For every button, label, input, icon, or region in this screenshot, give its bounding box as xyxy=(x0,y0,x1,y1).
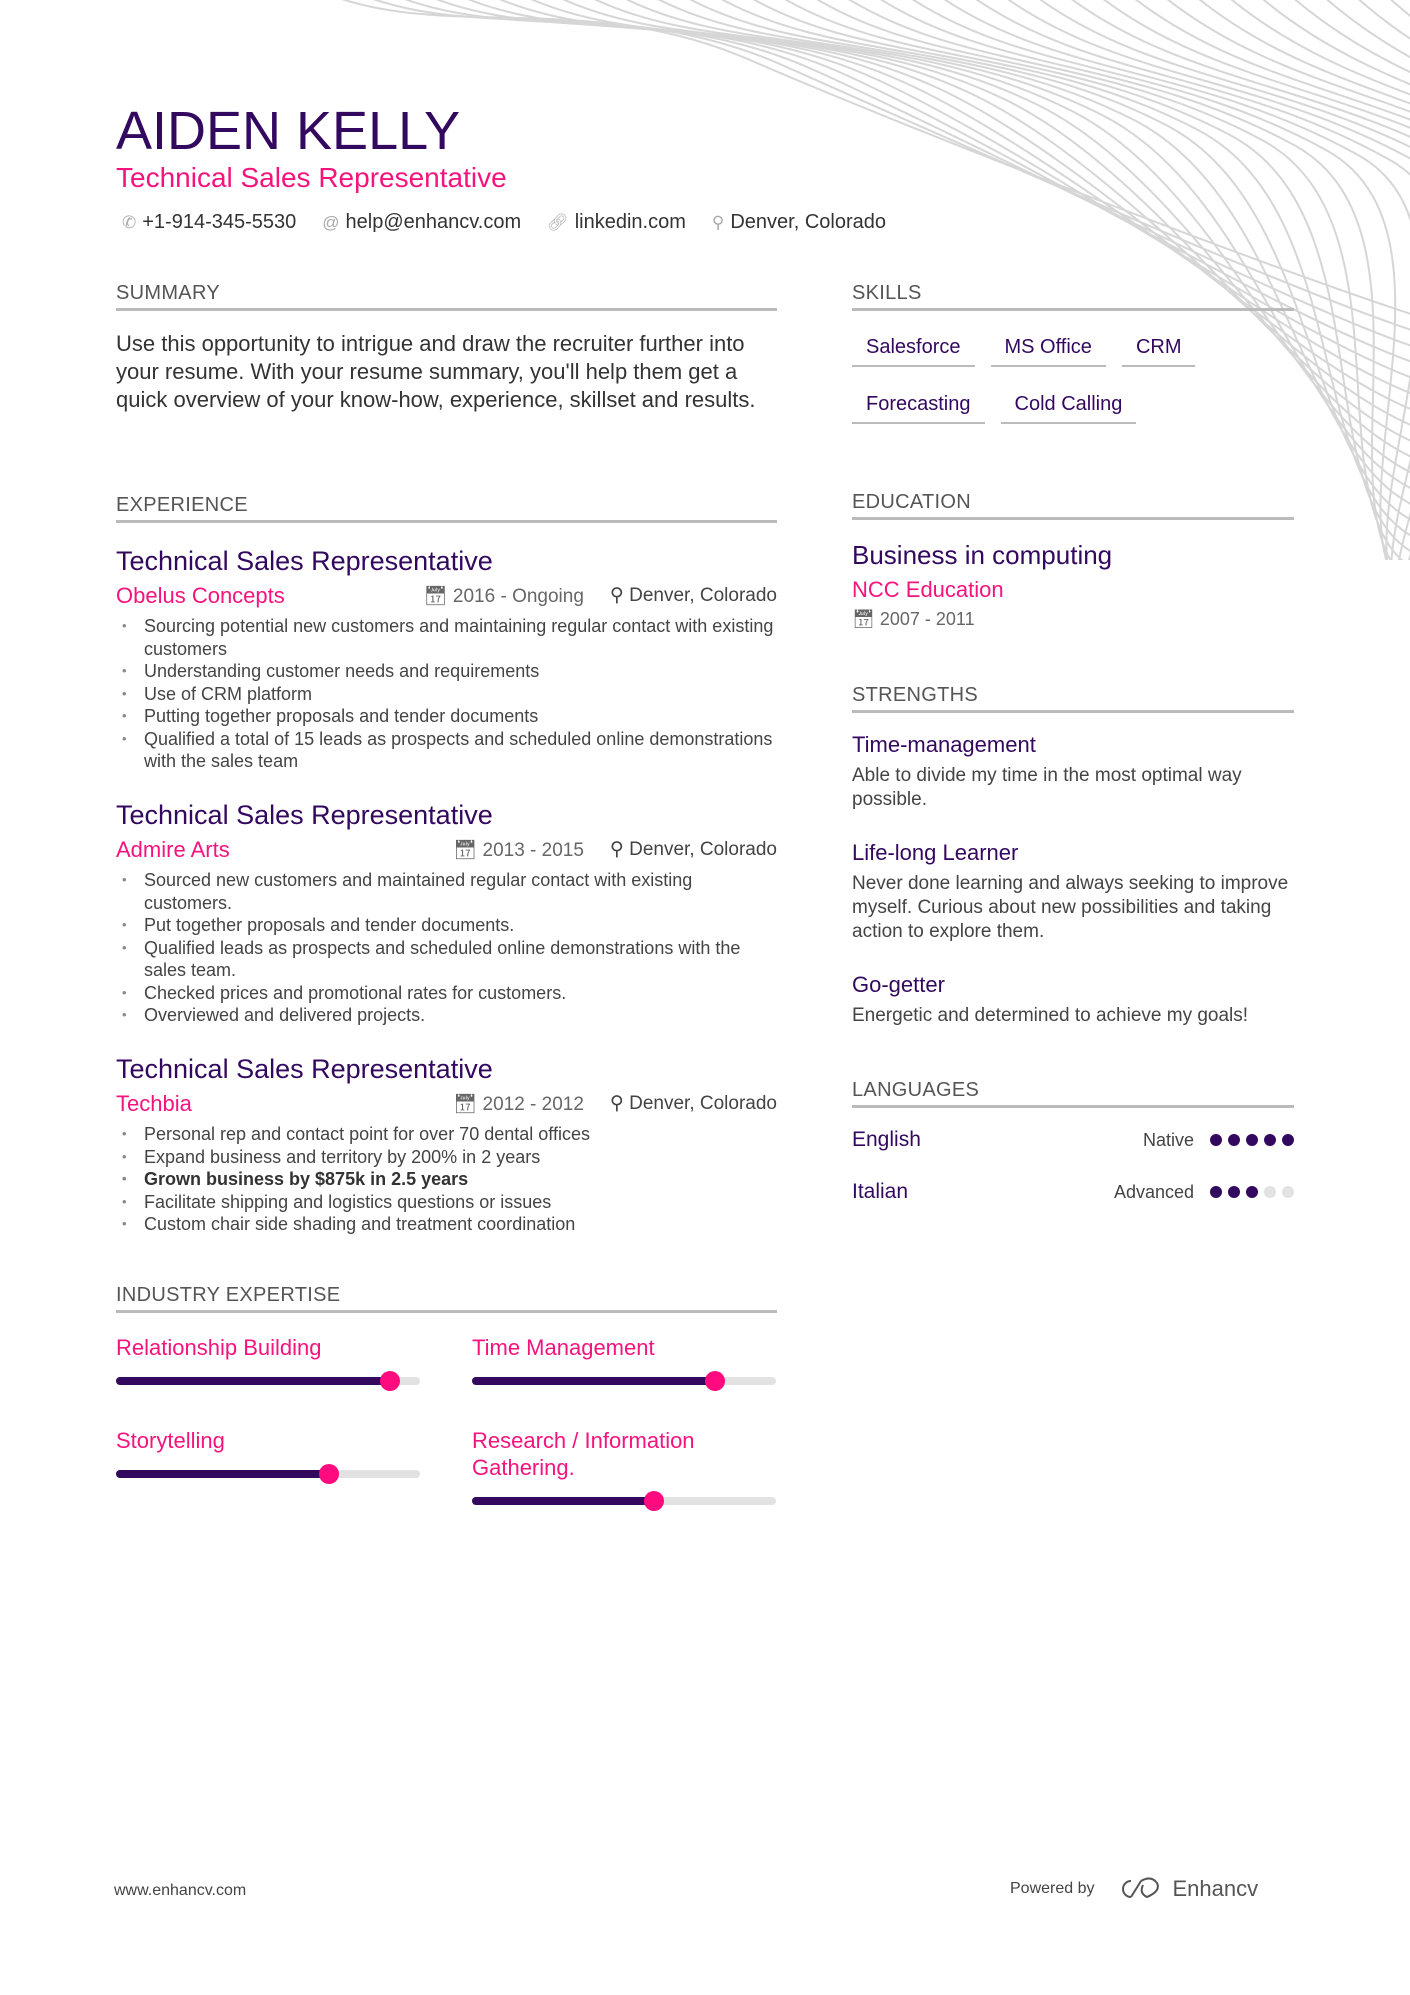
strength-desc: Able to divide my time in the most optimal way possible. xyxy=(852,765,1242,810)
wave-line xyxy=(1290,0,1410,560)
bullet-item: • Sourced new customers and maintained regular contact with existing customers. xyxy=(116,869,777,914)
summary-heading: SUMMARY xyxy=(116,282,777,311)
job-dates xyxy=(453,1092,584,1116)
skill-tag: CRM xyxy=(1122,336,1196,367)
summary-text: Use this opportunity to intrigue and draw the recruiter further into your resume. With your resume summary, you'll help them get a quick overview of your know-how, experience, skillset and results. xyxy=(116,331,756,412)
wave-line xyxy=(1130,0,1410,560)
job-meta xyxy=(424,584,777,608)
education-heading: EDUCATION xyxy=(852,491,1294,520)
skill-tag: Salesforce xyxy=(852,336,975,367)
job-meta-row xyxy=(116,583,777,609)
language-level: Native xyxy=(1142,1129,1194,1150)
job-title: Technical Sales Representative xyxy=(116,546,493,576)
expertise-label: Time Management xyxy=(472,1335,655,1360)
wave-line xyxy=(906,0,1410,560)
slider-knob[interactable] xyxy=(319,1464,339,1484)
expertise-label: Research / Information Gathering. xyxy=(472,1428,695,1480)
education-dates xyxy=(852,609,1294,630)
expertise-slider[interactable] xyxy=(116,1470,420,1478)
slider-knob[interactable] xyxy=(380,1371,400,1391)
wave-line xyxy=(810,0,1410,560)
skill-tag: Forecasting xyxy=(852,393,985,424)
dates-text: 2013 - 2015 xyxy=(482,840,584,861)
skills-list xyxy=(852,310,1294,424)
job-title: Technical Sales Representative xyxy=(116,1054,493,1084)
rating-dot xyxy=(1264,1186,1276,1198)
expertise-slider[interactable] xyxy=(472,1377,776,1385)
expertise-slider[interactable] xyxy=(116,1377,420,1385)
slider-fill xyxy=(116,1377,390,1385)
rating-dot xyxy=(1210,1186,1222,1198)
experience-heading: EXPERIENCE xyxy=(116,494,777,523)
skill-tag: Cold Calling xyxy=(1001,393,1137,424)
brand-text: Enhancv xyxy=(1172,1876,1259,1901)
candidate-title: Technical Sales Representative xyxy=(116,162,507,193)
wave-line xyxy=(938,0,1410,560)
job-meta-row xyxy=(116,837,777,863)
rating-dot xyxy=(1264,1134,1276,1146)
job-bullets xyxy=(116,1123,777,1236)
strength-desc: Never done learning and always seeking to improve myself. Curious about new possibilities and taking action to explore them. xyxy=(852,873,1289,942)
job-location xyxy=(610,1092,777,1116)
wave-line xyxy=(1002,0,1410,560)
footer-powered xyxy=(1010,1876,1258,1902)
bullet-item: • Put together proposals and tender documents. xyxy=(116,914,777,937)
wave-line xyxy=(1386,0,1410,560)
bullet-item: • Understanding customer needs and requirements xyxy=(116,660,777,683)
contact-bar xyxy=(122,211,886,234)
contact-email[interactable] xyxy=(322,211,521,234)
wave-line xyxy=(1258,0,1410,560)
wave-line xyxy=(1098,0,1410,560)
rating-dot xyxy=(1246,1134,1258,1146)
rating-dot xyxy=(1228,1186,1240,1198)
location-icon: ⚲ xyxy=(711,212,725,232)
skill-tag: MS Office xyxy=(991,336,1106,367)
bullet-item: • Qualified a total of 15 leads as prospects and scheduled online demonstrations with the sales team xyxy=(116,728,777,773)
language-rating xyxy=(1210,1134,1294,1146)
contact-location xyxy=(712,211,886,234)
language-name: English xyxy=(852,1128,921,1151)
bullet-item: • Facilitate shipping and logistics questions or issues xyxy=(116,1191,777,1214)
at-icon: @ xyxy=(322,212,340,232)
location-icon: ⚲ xyxy=(609,839,630,860)
strength-item xyxy=(852,840,1294,944)
enhancv-logo-icon xyxy=(1117,1877,1163,1901)
location-text: Denver, Colorado xyxy=(730,211,886,233)
calendar-icon: 📅︎ xyxy=(852,609,875,629)
bullet-item: • Qualified leads as prospects and scheduled online demonstrations with the sales team. xyxy=(116,937,777,982)
strengths-heading: STRENGTHS xyxy=(852,684,1294,713)
contact-linkedin[interactable] xyxy=(547,211,686,234)
rating-dot xyxy=(1282,1134,1294,1146)
job-entry xyxy=(116,546,777,773)
link-icon: 🔗︎ xyxy=(547,212,569,232)
bullet-item: • Use of CRM platform xyxy=(116,683,777,706)
rating-dot xyxy=(1210,1134,1222,1146)
location-icon: ⚲ xyxy=(609,585,630,606)
rating-dot xyxy=(1228,1134,1240,1146)
strength-name: Life-long Learner xyxy=(852,840,1019,865)
slider-fill xyxy=(116,1470,329,1478)
language-item xyxy=(852,1128,1294,1152)
wave-line xyxy=(711,0,1410,512)
phone-text: +1-914-345-5530 xyxy=(142,211,297,233)
language-rating xyxy=(1210,1186,1294,1198)
job-dates xyxy=(424,584,584,608)
dates-text: 2016 - Ongoing xyxy=(452,586,584,607)
slider-fill xyxy=(472,1377,715,1385)
wave-line xyxy=(842,0,1410,560)
linkedin-text: linkedin.com xyxy=(574,211,686,233)
expertise-item xyxy=(472,1334,776,1385)
expertise-heading: INDUSTRY EXPERTISE xyxy=(116,1284,777,1313)
slider-knob[interactable] xyxy=(705,1371,725,1391)
expertise-item xyxy=(116,1334,420,1385)
bullet-item: • Sourcing potential new customers and maintaining regular contact with existing customers xyxy=(116,615,777,660)
expertise-label: Storytelling xyxy=(116,1428,225,1453)
rating-dot xyxy=(1246,1186,1258,1198)
job-bullets xyxy=(116,615,777,773)
calendar-icon: 📅︎ xyxy=(423,586,453,607)
bullet-item: • Checked prices and promotional rates for customers. xyxy=(116,982,777,1005)
skills-heading: SKILLS xyxy=(852,282,1294,311)
strength-item xyxy=(852,972,1294,1028)
bullet-item: • Personal rep and contact point for over 70 dental offices xyxy=(116,1123,777,1146)
wave-line xyxy=(1226,0,1410,560)
wave-line xyxy=(1066,0,1410,560)
strength-name: Go-getter xyxy=(852,972,945,997)
education-entry xyxy=(852,540,1294,630)
bullet-item: • Custom chair side shading and treatment coordination xyxy=(116,1213,777,1236)
job-location xyxy=(610,584,777,608)
strength-desc: Energetic and determined to achieve my goals! xyxy=(852,1005,1249,1026)
strength-item xyxy=(852,732,1294,812)
wave-line xyxy=(330,0,1410,320)
email-text: help@enhancv.com xyxy=(345,211,522,233)
wave-line xyxy=(746,0,1410,528)
slider-fill xyxy=(472,1497,654,1505)
expertise-item xyxy=(116,1427,420,1478)
wave-line xyxy=(1322,0,1410,560)
strength-name: Time-management xyxy=(852,732,1036,757)
job-entry xyxy=(116,800,777,1027)
languages-heading: LANGUAGES xyxy=(852,1079,1294,1108)
location-icon: ⚲ xyxy=(609,1093,630,1114)
company-name: Obelus Concepts xyxy=(116,583,285,608)
school: NCC Education xyxy=(852,577,1004,602)
candidate-name: AIDEN KELLY xyxy=(116,101,461,161)
location-text: Denver, Colorado xyxy=(629,1093,777,1114)
calendar-icon: 📅︎ xyxy=(453,1094,483,1115)
job-meta-row xyxy=(116,1091,777,1117)
job-entry xyxy=(116,1054,777,1236)
degree: Business in computing xyxy=(852,540,1113,570)
job-bullets xyxy=(116,869,777,1027)
calendar-icon: 📅︎ xyxy=(453,840,483,861)
wave-line xyxy=(1354,0,1410,560)
contact-phone[interactable] xyxy=(122,211,296,234)
rating-dot xyxy=(1282,1186,1294,1198)
job-location xyxy=(610,838,777,862)
expertise-label: Relationship Building xyxy=(116,1335,322,1360)
company-name: Admire Arts xyxy=(116,837,230,862)
job-meta xyxy=(453,1092,777,1116)
language-name: Italian xyxy=(852,1180,909,1203)
dates-text: 2007 - 2011 xyxy=(879,609,975,629)
bullet-item: • Expand business and territory by 200% in 2 years xyxy=(116,1146,777,1169)
wave-line xyxy=(778,0,1410,544)
enhancv-logo[interactable] xyxy=(1117,1876,1259,1902)
phone-icon: ✆ xyxy=(122,212,137,232)
dates-text: 2012 - 2012 xyxy=(482,1094,584,1115)
location-text: Denver, Colorado xyxy=(629,585,777,606)
wave-line xyxy=(1194,0,1410,560)
wave-line xyxy=(1034,0,1410,560)
decorative-waves xyxy=(0,0,1410,560)
job-meta xyxy=(453,838,777,862)
job-title: Technical Sales Representative xyxy=(116,800,493,830)
wave-line xyxy=(874,0,1410,560)
job-dates xyxy=(453,838,584,862)
language-level: Advanced xyxy=(1113,1181,1194,1202)
expertise-item xyxy=(472,1427,776,1505)
footer-website[interactable]: www.enhancv.com xyxy=(114,1882,247,1899)
bullet-item: • Putting together proposals and tender documents xyxy=(116,705,777,728)
powered-by-text: Powered by xyxy=(1010,1880,1095,1897)
expertise-slider[interactable] xyxy=(472,1497,776,1505)
location-text: Denver, Colorado xyxy=(629,839,777,860)
bullet-item: • Grown business by $875k in 2.5 years xyxy=(116,1168,777,1191)
language-item xyxy=(852,1180,1294,1204)
wave-line xyxy=(970,0,1410,560)
wave-line xyxy=(1162,0,1410,560)
company-name: Techbia xyxy=(116,1091,192,1116)
bullet-item: • Overviewed and delivered projects. xyxy=(116,1004,777,1027)
slider-knob[interactable] xyxy=(644,1491,664,1511)
